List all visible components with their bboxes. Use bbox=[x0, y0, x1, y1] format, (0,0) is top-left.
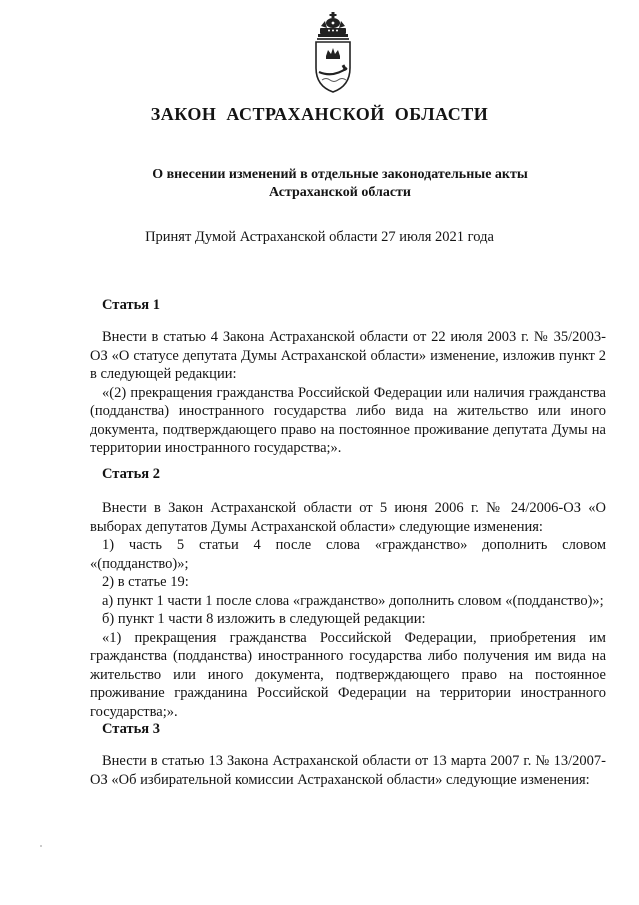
article-heading: Статья 3 bbox=[102, 721, 160, 737]
coat-of-arms-icon bbox=[309, 12, 357, 94]
paragraph: Внести в статью 4 Закона Астраханской области от 22 июля 2003 г. № 35/2003-ОЗ «О статусе депутата Думы Астраханской области» изменение, изложив пункт 2 в следующей редакции: bbox=[90, 329, 606, 382]
paragraph: 2) в статье 19: bbox=[102, 574, 189, 590]
paragraph: Внести в статью 13 Закона Астраханской области от 13 марта 2007 г. № 13/2007-ОЗ «Об избирательной комиссии Астраханской области» следующие изменения: bbox=[90, 753, 606, 788]
paragraph: «1) прекращения гражданства Российской Федерации, приобретения им гражданства (подданства) иностранного государства либо получения им вида на жительство или иного документа, подтверждающего право на постоянное проживание гражданина Российской Федерации на территории иностранного государства;». bbox=[90, 629, 606, 720]
article-body bbox=[90, 499, 606, 721]
paragraph: Внести в Закон Астраханской области от 5 июня 2006 г. № 24/2006-ОЗ «О выборах депутатов Думы Астраханской области» следующие изменения: bbox=[90, 500, 606, 535]
article-body bbox=[90, 752, 606, 789]
paragraph: б) пункт 1 части 8 изложить в следующей редакции: bbox=[102, 611, 426, 627]
law-subject bbox=[90, 166, 590, 202]
law-title: ЗАКОН АСТРАХАНСКОЙ ОБЛАСТИ bbox=[150, 104, 489, 124]
article-heading: Статья 2 bbox=[102, 466, 160, 482]
scan-speck bbox=[40, 845, 42, 847]
article-heading: Статья 1 bbox=[102, 297, 160, 313]
paragraph: 1) часть 5 статьи 4 после слова «гражданство» дополнить словом «(подданство)»; bbox=[90, 537, 606, 572]
law-subject-line: О внесении изменений в отдельные законодательные акты bbox=[152, 167, 528, 182]
law-subject-line: Астраханской области bbox=[268, 185, 412, 200]
article-body bbox=[90, 328, 606, 458]
paragraph: «(2) прекращения гражданства Российской Федерации или наличия гражданства (подданства) иностранного государства либо вида на жительство или иного документа, подтверждающего право на постоянное проживание депутата Думы на территории иностранного государства;». bbox=[90, 384, 606, 456]
adoption-date: Принят Думой Астраханской области 27 июля 2021 года bbox=[145, 229, 494, 245]
paragraph: а) пункт 1 части 1 после слова «гражданство» дополнить словом «(подданство)»; bbox=[102, 592, 604, 609]
